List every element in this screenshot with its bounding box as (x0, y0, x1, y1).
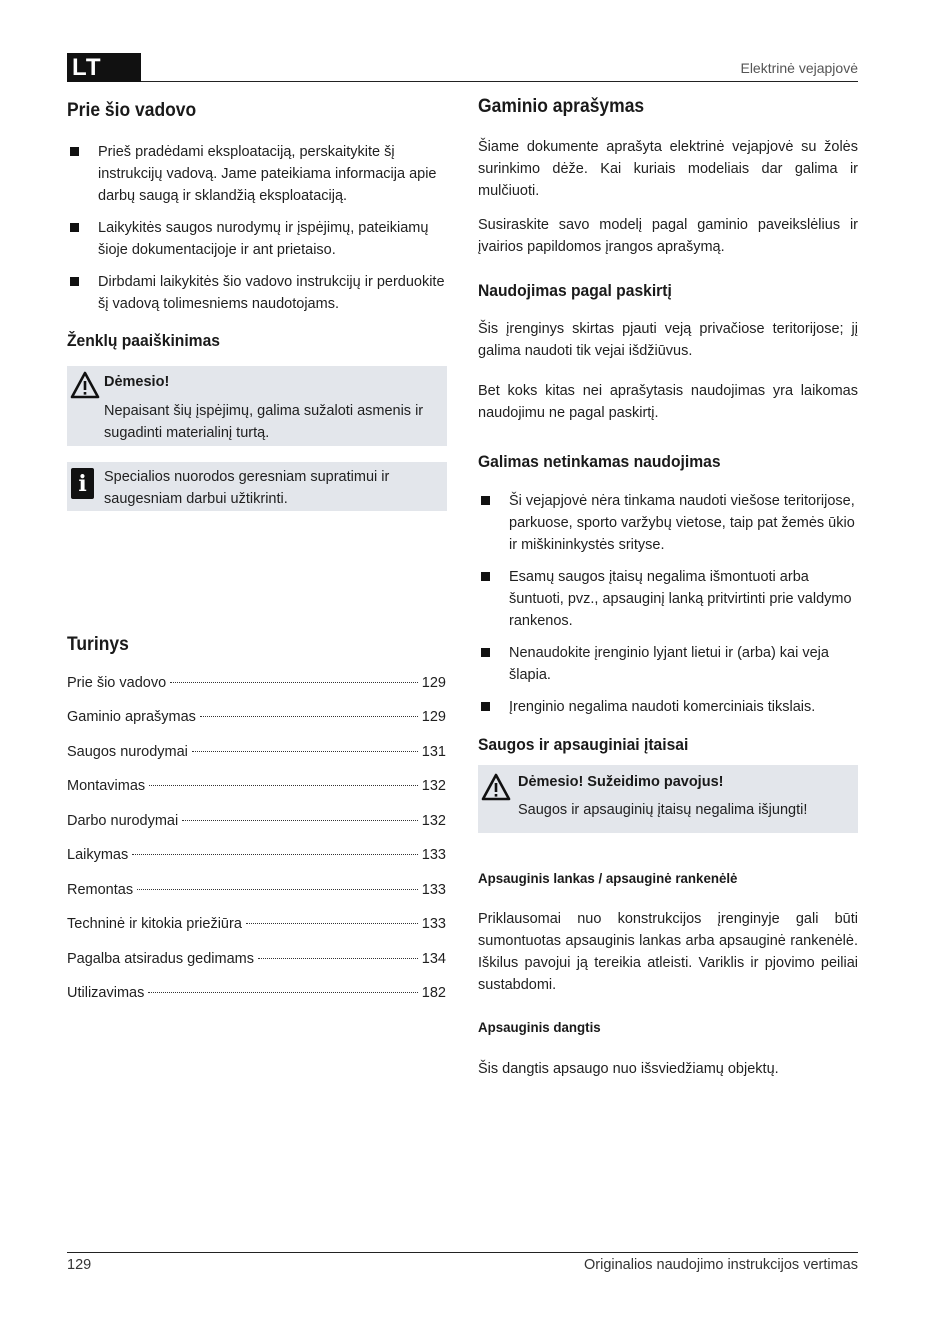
bullet-square-icon (481, 496, 490, 505)
list-item: Dirbdami laikykitės šio vadovo instrukcijų ir perduokite šį vadovą tolimesniems naudotojams. (67, 271, 447, 315)
bullet-square-icon (70, 277, 79, 286)
warning-triangle-icon (70, 371, 100, 399)
product-heading: Gaminio aprašymas (478, 96, 645, 117)
toc-entry[interactable]: Remontas 133 (67, 882, 446, 898)
toc-leader-dots (132, 854, 418, 855)
safety-bar-heading: Apsauginis lankas / apsauginė rankenėlė (478, 870, 738, 886)
toc-leader-dots (200, 716, 418, 717)
page-number: 129 (67, 1257, 92, 1273)
toc-entry[interactable]: Prie šio vadovo 129 (67, 675, 446, 691)
header-title: Elektrinė vejapjovė (740, 60, 858, 76)
list-item: Prieš pradėdami eksploataciją, perskaitykite šį instrukcijų vadovą. Jame pateikiama informacija apie darbų saugą ir sklandžią eksploataciją. (67, 141, 447, 207)
safety-devices-heading: Saugos ir apsauginiai įtaisai (478, 735, 689, 754)
info-icon: i (71, 468, 94, 499)
bullet-square-icon (70, 223, 79, 232)
toc-entry[interactable]: Laikymas 133 (67, 847, 446, 863)
toc-entry[interactable]: Gaminio aprašymas 129 (67, 709, 446, 725)
warning-title: Dėmesio! (104, 374, 170, 390)
intended-use-paragraph-2: Bet koks kitas nei aprašytasis naudojimas yra laikomas naudojimu ne pagal paskirtį. (478, 383, 858, 421)
list-item: Esamų saugos įtaisų negalima išmontuoti arba šuntuoti, pvz., apsauginį lanką pritvirtinti prie valdymo rankenos. (478, 566, 858, 632)
toc-leader-dots (170, 682, 418, 683)
toc-entry[interactable]: Techninė ir kitokia priežiūra 133 (67, 916, 446, 932)
toc-entry[interactable]: Utilizavimas 182 (67, 985, 446, 1001)
list-item: Įrenginio negalima naudoti komerciniais tikslais. (478, 696, 858, 718)
toc-leader-dots (148, 992, 417, 993)
bullet-square-icon (481, 572, 490, 581)
list-item: Laikykitės saugos nurodymų ir įspėjimų, pateikiamų šioje dokumentacijoje ir ant prietaiso. (67, 217, 447, 261)
bullet-square-icon (481, 648, 490, 657)
warning-triangle-icon (481, 773, 511, 801)
toc-leader-dots (182, 820, 418, 821)
product-paragraph-2: Susiraskite savo modelį pagal gaminio paveikslėlius ir įvairios papildomos įrangos aprašymą. (478, 217, 858, 255)
toc-leader-dots (137, 889, 418, 890)
guard-cover-heading: Apsauginis dangtis (478, 1019, 601, 1035)
intended-use-heading: Naudojimas pagal paskirtį (478, 281, 672, 300)
warning-text: Nepaisant šių įspėjimų, galima sužaloti asmenis ir sugadinti materialinį turtą. (104, 403, 424, 441)
toc-entry[interactable]: Montavimas 132 (67, 778, 446, 794)
misuse-heading: Galimas netinkamas naudojimas (478, 452, 721, 471)
footer-title: Originalios naudojimo instrukcijos vertimas (584, 1257, 858, 1273)
list-item: Ši vejapjovė nėra tinkama naudoti viešose teritorijose, parkuose, sporto varžybų vietose, taip pat žemės ūkio ir miškininkystės srityse. (478, 490, 858, 556)
safety-bar-paragraph: Priklausomai nuo konstrukcijos įrenginyje gali būti sumontuotas apsauginis lankas arba apsauginė rankenėlė. Iškilus pavojui ją tereikia atleisti. Variklis ir pjovimo peiliai sustabdomi. (478, 911, 858, 993)
warning-notice (67, 366, 447, 446)
list-item: Nenaudokite įrenginio lyjant lietui ir (arba) kai veja šlapia. (478, 642, 858, 686)
safety-warning-text: Saugos ir apsauginių įtaisų negalima išjungti! (518, 802, 808, 818)
toc-leader-dots (246, 923, 418, 924)
toc-entry[interactable]: Saugos nurodymai 131 (67, 744, 446, 760)
safety-warning-title: Dėmesio! Sužeidimo pavojus! (518, 774, 724, 790)
misuse-bullet-list (478, 490, 858, 728)
language-badge: LT (67, 53, 141, 82)
toc-leader-dots (258, 958, 418, 959)
product-paragraph-1: Šiame dokumente aprašyta elektrinė vejapjovė su žolės surinkimo dėže. Kai kuriais modeliais dar galima ir mulčiuoti. (478, 139, 858, 199)
info-notice (67, 462, 447, 511)
guard-cover-paragraph: Šis dangtis apsaugo nuo išsviedžiamų objektų. (478, 1061, 779, 1077)
intended-use-paragraph-1: Šis įrenginys skirtas pjauti veją privačiose teritorijose; jį galima naudoti tik vejai išdžiūvus. (478, 321, 858, 359)
intro-bullet-list (67, 141, 447, 325)
bullet-square-icon (481, 702, 490, 711)
header-rule (141, 81, 858, 82)
info-text: Specialios nuorodos geresniam supratimui ir saugesniam darbui užtikrinti. (104, 469, 390, 507)
footer-rule (67, 1252, 858, 1253)
bullet-square-icon (70, 147, 79, 156)
symbols-heading: Ženklų paaiškinimas (67, 331, 220, 350)
safety-warning-notice (478, 765, 858, 833)
toc-heading: Turinys (67, 634, 129, 655)
intro-heading: Prie šio vadovo (67, 100, 197, 121)
toc-leader-dots (149, 785, 418, 786)
toc-leader-dots (192, 751, 418, 752)
toc-entry[interactable]: Darbo nurodymai 132 (67, 813, 446, 829)
toc-entry[interactable]: Pagalba atsiradus gedimams 134 (67, 951, 446, 967)
